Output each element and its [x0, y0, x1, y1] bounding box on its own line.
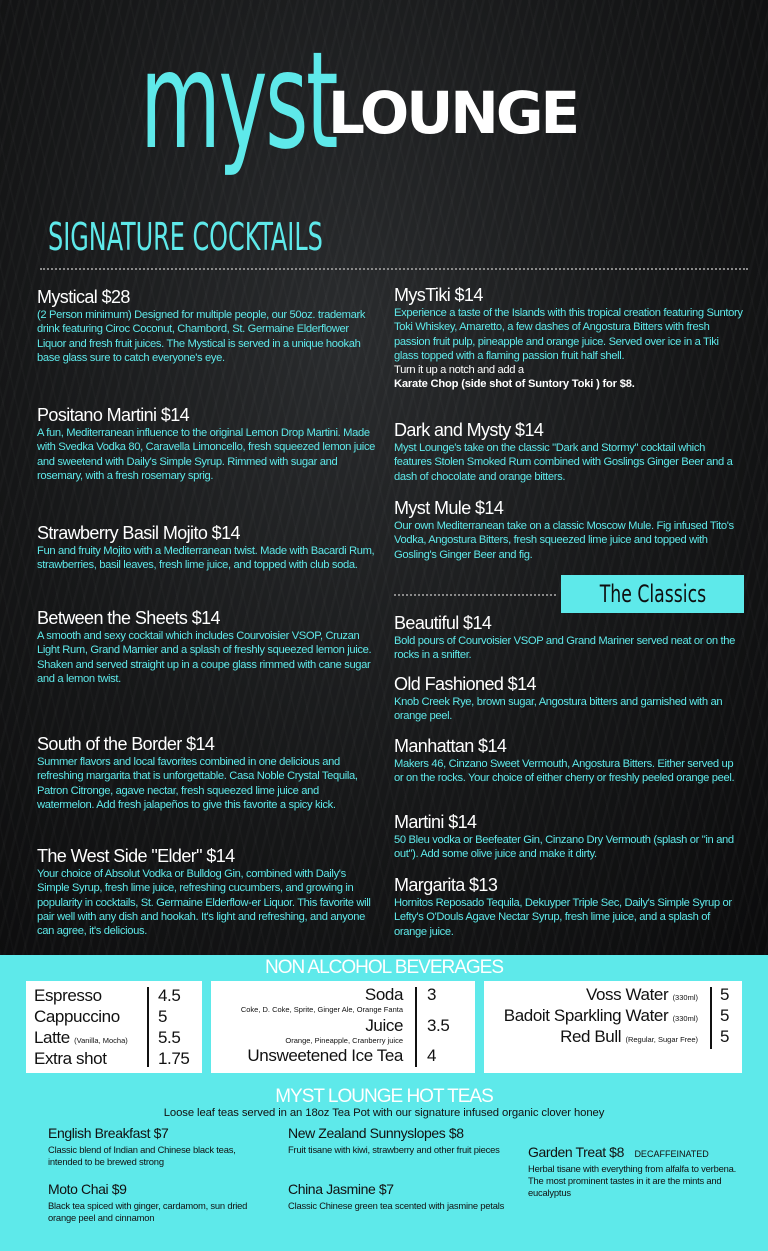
item-description: Myst Lounge's take on the classic "Dark and Stormy" cocktail which features Stolen Smoked Rum combined with Goslings Ginger Beer and a dash of chocolate and orange bitters. [394, 442, 733, 483]
menu-item [394, 419, 744, 497]
column-divider [710, 987, 712, 1049]
item-name: Between the Sheets $14 [37, 608, 220, 628]
classics-column [394, 612, 744, 939]
tea-item [48, 1125, 268, 1168]
tea-description: Fruit tisane with kiwi, strawberry and other fruit pieces [288, 1144, 500, 1155]
beverage-name: Latte [34, 1028, 70, 1047]
menu-item [37, 845, 377, 938]
menu-item [37, 733, 377, 845]
hot-teas-title: MYST LOUNGE HOT TEAS [275, 1086, 493, 1107]
menu-item [37, 404, 377, 522]
menu-item [37, 522, 377, 607]
menu-item [394, 811, 744, 874]
classics-header [394, 575, 744, 613]
beverage-name: Juice [365, 1016, 403, 1035]
item-description: Summer flavors and local favorites combined in one delicious and refreshing margarita that is unforgettable. Casa Noble Crystal Tequila, Patron Citronge, agave nectar, fresh squeezed lime juice and watermelon. Add fresh jalapeños to give this favorite a spicy kick. [37, 756, 358, 811]
beverage-row [34, 1028, 128, 1048]
logo-myst-text: myst [140, 23, 337, 179]
beverage-price: 4 [427, 1046, 437, 1065]
beverage-note: (330ml) [672, 1014, 698, 1023]
tea-note: DECAFFEINATED [634, 1149, 709, 1159]
beverage-name: Red Bull [560, 1027, 622, 1046]
beverage-price: 5 [720, 1027, 730, 1046]
beverage-name: Extra shot [34, 1049, 107, 1068]
tea-description: Herbal tisane with everything from alfalfa to verbena. The most prominent tastes in it are the mints and eucalyptus [528, 1163, 737, 1198]
beverage-row [560, 1027, 698, 1047]
item-name: Strawberry Basil Mojito $14 [37, 523, 240, 543]
tea-name: New Zealand Sunnyslopes $8 [288, 1125, 464, 1141]
tea-item [528, 1144, 748, 1199]
beverage-row [586, 985, 698, 1005]
tea-item [48, 1181, 268, 1224]
item-description: Fun and fruity Mojito with a Mediterranean twist. Made with Bacardi Rum, strawberries, basil leaves, fresh lime juice, and topped with club soda. [37, 545, 375, 572]
beverage-price: 3.5 [427, 1016, 450, 1035]
tea-item [288, 1125, 508, 1156]
column-divider [415, 987, 417, 1067]
beverage-row [34, 986, 102, 1006]
item-description: A fun, Mediterranean influence to the original Lemon Drop Martini. Made with Svedka Vodka 80, Caravella Limoncello, fresh squeezed lemon juice and sweetend with Daily's Simple Syrup. Rimmed with sugar and rosemary, with a fresh rosemary sprig. [37, 427, 376, 482]
menu-item [37, 607, 377, 733]
tea-description: Classic Chinese green tea scented with jasmine petals [288, 1200, 505, 1211]
menu-item [394, 497, 744, 562]
item-name: Dark and Mysty $14 [394, 420, 544, 440]
non-alcohol-title: NON ALCOHOL BEVERAGES [264, 957, 504, 978]
right-cocktail-column [394, 284, 744, 562]
beverage-name: Espresso [34, 986, 102, 1005]
item-description: Our own Mediterranean take on a classic Moscow Mule. Fig infused Tito's Vodka, Angostura Bitters, fresh squeezed lime juice and topped with Gosling's Ginger Beer and fig. [394, 520, 734, 561]
beverage-row [504, 1006, 698, 1026]
beverages-and-teas-panel [0, 955, 768, 1251]
tea-description: Classic blend of Indian and Chinese black teas, intended to be brewed strong [48, 1144, 236, 1167]
logo-lounge-text: LOUNGE [328, 79, 578, 147]
menu-item [394, 874, 744, 939]
beverage-note: (330ml) [672, 993, 698, 1002]
beverage-note: Orange, Pineapple, Cranberry juice [285, 1036, 403, 1045]
menu-item [37, 286, 377, 404]
item-description: 50 Bleu vodka or Beefeater Gin, Cinzano Dry Vermouth (splash or "in and out"). Add some olive juice and make it dirty. [394, 834, 734, 861]
item-description: Your choice of Absolut Vodka or Bulldog Gin, combined with Daily's Simple Syrup, fresh lime juice, refreshing cucumbers, and growing in popularity in cocktails, St. Germaine Elderflow-er Liquor. This favorite will pair well with any dish and hookah. It's light and refreshing, and anyone can agree, it's delicious. [37, 868, 371, 938]
item-name: Martini $14 [394, 812, 477, 832]
beverage-note: (Regular, Sugar Free) [625, 1035, 698, 1044]
item-name: The West Side "Elder" $14 [37, 846, 235, 866]
classics-label: The Classics [599, 580, 706, 608]
left-cocktail-column [37, 286, 377, 938]
item-name: Myst Mule $14 [394, 498, 504, 518]
beverage-price: 1.75 [158, 1049, 190, 1068]
menu-item [394, 612, 744, 673]
menu-item [394, 284, 744, 419]
beverage-price: 4.5 [158, 986, 181, 1005]
dotted-divider [394, 594, 556, 596]
water-energy-box [484, 981, 742, 1073]
dotted-divider [40, 268, 748, 270]
item-description: Knob Creek Rye, brown sugar, Angostura bitters and garnished with an orange peel. [394, 696, 723, 723]
item-description: Experience a taste of the Islands with this tropical creation featuring Suntory Toki Whiskey, Amaretto, a few dashes of Angostura Bitters with fresh passion fruit pulp, pineapple and orange juice. Served over ice in a Tiki glass topped with a flaming passion fruit half shell. [394, 307, 743, 362]
beverage-row [34, 1007, 120, 1027]
beverage-price: 3 [427, 985, 437, 1004]
item-name: Mystical $28 [37, 287, 130, 307]
item-name: MysTiki $14 [394, 285, 483, 305]
tea-item [288, 1181, 508, 1212]
beverage-note: (Vanilla, Mocha) [74, 1036, 128, 1045]
menu-item [394, 735, 744, 811]
beverage-name: Voss Water [585, 985, 669, 1004]
item-description: Bold pours of Courvoisier VSOP and Grand Mariner served neat or on the rocks in a snifter. [394, 635, 735, 662]
item-description: A smooth and sexy cocktail which includes Courvoisier VSOP, Cruzan Light Rum, Grand Marnier and a splash of freshly squeezed lemon juice. Shaken and served straight up in a coupe glass rimmed with cane sugar and a lemon twist. [37, 630, 372, 685]
item-description: Hornitos Reposado Tequila, Dekuyper Triple Sec, Daily's Simple Syrup or Lefty's O'Douls Agave Nectar Syrup, fresh lime juice, and a splash of orange juice. [394, 897, 732, 938]
item-name: Old Fashioned $14 [394, 674, 536, 694]
classics-badge [561, 575, 744, 613]
beverage-name: Unsweetened Ice Tea [247, 1046, 403, 1065]
item-upgrade-offer: Karate Chop (side shot of Suntory Toki ) for $8. [394, 378, 635, 391]
item-name: South of the Border $14 [37, 734, 215, 754]
beverage-price: 5.5 [158, 1028, 181, 1047]
beverage-name: Badoit Sparkling Water [503, 1006, 669, 1025]
beverage-price: 5 [158, 1007, 168, 1026]
column-divider [147, 987, 149, 1067]
menu-item [394, 673, 744, 735]
beverage-price: 5 [720, 985, 730, 1004]
tea-name: English Breakfast $7 [48, 1125, 169, 1141]
section-title: SIGNATURE COCKTAILS [48, 215, 323, 259]
soft-drinks-box [211, 981, 475, 1073]
beverage-price: 5 [720, 1006, 730, 1025]
item-name: Beautiful $14 [394, 613, 492, 633]
beverage-name: Cappuccino [34, 1007, 120, 1026]
item-description: (2 Person minimum) Designed for multiple people, our 50oz. trademark drink featuring Ciroc Coconut, Chambord, St. Germaine Elderflower Liquor and fresh fruit juices. The Mystical is served in a unique hookah base glass sure to catch everyone's eye. [37, 309, 366, 364]
item-upgrade-note: Turn it up a notch and add a [394, 364, 524, 377]
item-name: Positano Martini $14 [37, 405, 190, 425]
tea-name: Garden Treat $8 [528, 1144, 624, 1160]
tea-name-row [528, 1144, 748, 1160]
beverage-row [34, 1049, 107, 1069]
item-name: Manhattan $14 [394, 736, 507, 756]
item-name: Margarita $13 [394, 875, 498, 895]
hot-teas-intro: Loose leaf teas served in an 18oz Tea Pot with our signature infused organic clover honey [163, 1107, 605, 1119]
tea-name: Moto Chai $9 [48, 1181, 127, 1197]
tea-description: Black tea spiced with ginger, cardamom, sun dried orange peel and cinnamon [48, 1200, 248, 1223]
tea-name: China Jasmine $7 [288, 1181, 394, 1197]
beverage-name: Soda [364, 985, 403, 1004]
beverage-note: Coke, D. Coke, Sprite, Ginger Ale, Orange Fanta [240, 1005, 403, 1014]
coffee-box [26, 981, 202, 1073]
item-description: Makers 46, Cinzano Sweet Vermouth, Angostura Bitters. Either served up or on the rocks. Your choice of either cherry or freshly peeled orange peel. [394, 758, 735, 785]
